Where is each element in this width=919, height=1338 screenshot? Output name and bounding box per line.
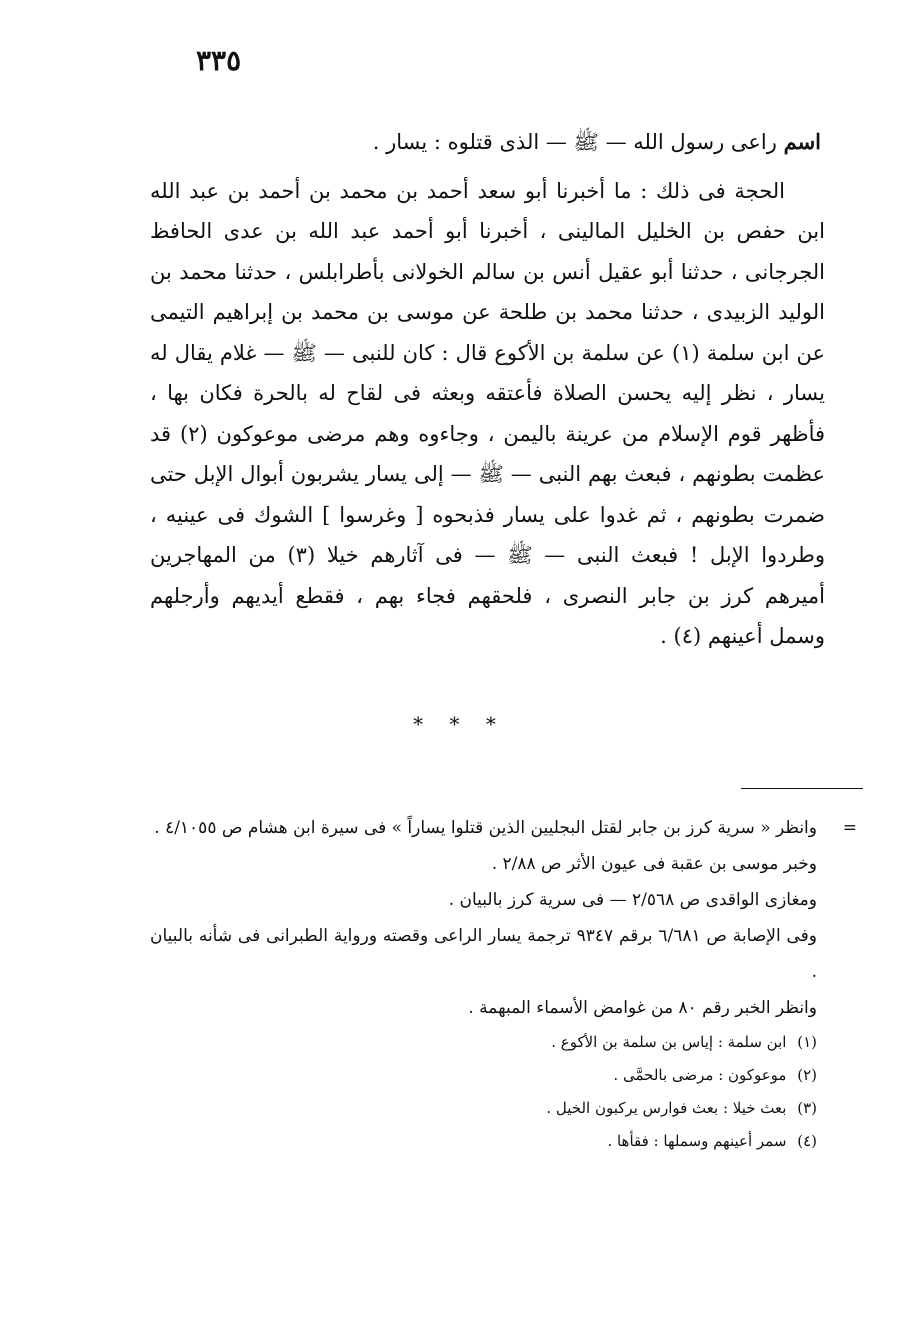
footnotes bbox=[150, 810, 857, 1158]
footnote-continuation-text: وانظر « سرية كرز بن جابر لقتل البجليين الذين قتلوا يساراً » فى سيرة ابن هشام ص ٤/١٠٥٥ . bbox=[154, 818, 817, 838]
footnote-item bbox=[150, 1092, 857, 1125]
section-separator: * * * bbox=[413, 712, 506, 736]
footnote-ref: وانظر الخبر رقم ٨٠ من غوامض الأسماء المبهمة . bbox=[468, 998, 817, 1018]
footnote-number: (٤) bbox=[797, 1132, 817, 1150]
footnote-continuation bbox=[150, 810, 857, 846]
footnote-ref: ومغازى الواقدى ص ٢/٥٦٨ — فى سرية كرز بالبيان . bbox=[448, 890, 817, 910]
footnote-number: (٣) bbox=[797, 1099, 817, 1117]
footnote-item bbox=[150, 1026, 857, 1059]
footnote-rule bbox=[741, 788, 863, 789]
footnote-item bbox=[150, 1059, 857, 1092]
body-paragraph: الحجة فى ذلك : ما أخبرنا أبو سعد أحمد بن محمد بن أحمد بن عبد الله ابن حفص بن الخليل المالينى ، أخبرنا أبو أحمد عبد الله بن عدى الحافظ الجرجانى ، حدثنا أبو عقيل أنس بن سالم الخولانى بأطرابلس ، حدثنا محمد بن الوليد الزبيدى ، حدثنا محمد بن طلحة عن موسى بن محمد بن إبراهيم التيمى عن ابن سلمة (١) عن سلمة بن الأكوع قال : كان للنبى — ﷺ — غلام يقال له يسار ، نظر إليه يحسن الصلاة فأعتقه وبعثه فى لقاح له بالحرة فكان بها ، فأظهر قوم الإسلام من عرينة باليمن ، وجاءوه وهم مرضى موعوكون (٢) قد عظمت بطونهم ، فبعث بهم النبى — ﷺ — إلى يسار يشربون أبوال الإبل حتى ضمرت بطونهم ، ثم غدوا على يسار فذبحوه [ وغرسوا ] الشوك فى عينيه ، وطردوا الإبل ! فبعث النبى — ﷺ — فى آثارهم خيلا (٣) من المهاجرين أميرهم كرز بن جابر النصرى ، فلحقهم فجاء بهم ، فقطع أيديهم وأرجلهم وسمل أعينهم (٤) . bbox=[150, 178, 826, 648]
footnote-text: سمر أعينهم وسملها : فقأها . bbox=[607, 1132, 787, 1150]
footnote-text: بعث خيلا : بعث فوارس يركبون الخيل . bbox=[546, 1099, 787, 1117]
heading-text: راعى رسول الله — ﷺ — الذى قتلوه : يسار . bbox=[372, 130, 777, 154]
main-text bbox=[150, 122, 825, 657]
footnote-text: ابن سلمة : إياس بن سلمة بن الأكوع . bbox=[551, 1033, 787, 1051]
footnote-text: موعوكون : مرضى بالحمَّى . bbox=[613, 1066, 787, 1084]
footnote-item bbox=[150, 1125, 857, 1158]
section-heading bbox=[150, 122, 825, 163]
footnote-number: (١) bbox=[797, 1033, 817, 1051]
continuation-mark: = bbox=[842, 818, 857, 838]
page-number: ٣٣٥ bbox=[196, 44, 242, 77]
footnote-number: (٢) bbox=[797, 1066, 817, 1084]
footnote-ref: وخبر موسى بن عقبة فى عيون الأثر ص ٢/٨٨ . bbox=[491, 854, 817, 874]
heading-keyword: اسم bbox=[783, 129, 821, 154]
footnote-ref: وفى الإصابة ص ٦/٦٨١ برقم ٩٣٤٧ ترجمة يسار الراعى وقصته ورواية الطبرانى فى شأنه بالبيان . bbox=[150, 926, 817, 982]
